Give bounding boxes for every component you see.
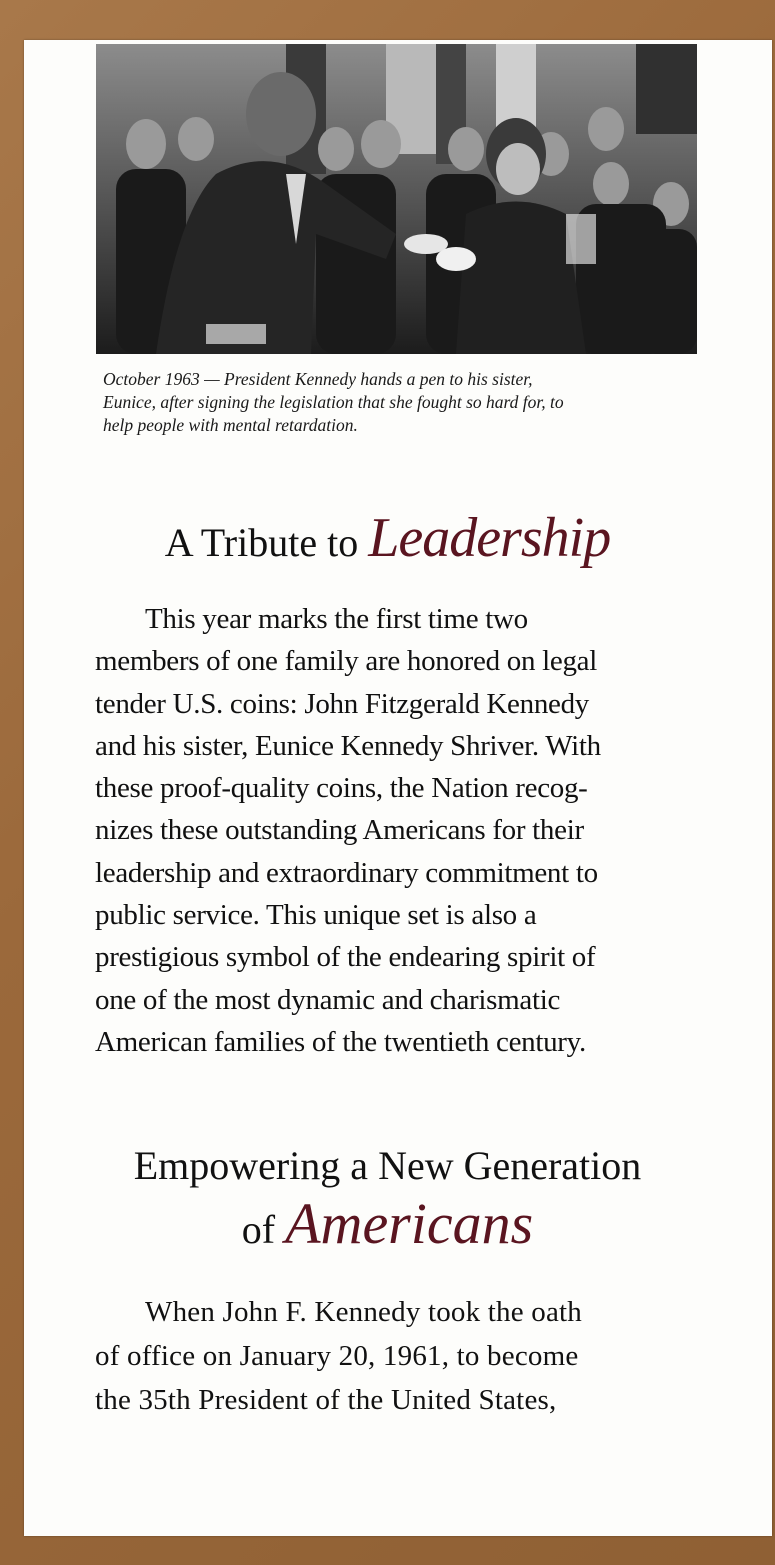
title-emphasis: Leadership [368,507,611,569]
body-line: prestigious symbol of the endearing spirit of [95,941,596,974]
body-line: one of the most dynamic and charismatic [95,983,561,1016]
body-line: members of one family are honored on legal [95,645,597,678]
body-line: When John F. Kennedy took the oath [145,1296,582,1328]
body-line: these proof-quality coins, the Nation recog- [95,772,588,805]
caption-line: help people with mental retardation. [103,415,358,435]
photo-illustration [96,44,697,354]
body-line: leadership and extraordinary commitment to [95,856,598,889]
section-body-leadership [95,598,705,1063]
photo-caption [103,368,673,437]
caption-line: Eunice, after signing the legislation that she fought so hard for, to [103,392,564,412]
body-line: of office on January 20, 1961, to become [95,1340,579,1372]
body-line: the 35th President of the United States, [95,1384,557,1416]
body-line: nizes these outstanding Americans for their [95,814,584,847]
title-emphasis: Americans [285,1191,534,1256]
title-plain: A Tribute to [164,520,369,565]
body-line: and his sister, Eunice Kennedy Shriver. With [95,729,601,762]
section-title-empowering: Empowering a New Generation [133,1143,642,1188]
section-title-americans [0,1188,775,1266]
section-title-leadership [0,500,775,581]
body-line: public service. This unique set is also a [95,899,537,932]
section-body-empowering [95,1290,705,1422]
title-plain: of [241,1207,286,1252]
historical-photo [96,44,697,354]
body-line: tender U.S. coins: John Fitzgerald Kennedy [95,687,589,720]
caption-line: October 1963 — President Kennedy hands a pen to his sister, [103,369,533,389]
body-line: This year marks the first time two [145,603,528,635]
body-line: American families of the twentieth century. [95,1025,586,1058]
